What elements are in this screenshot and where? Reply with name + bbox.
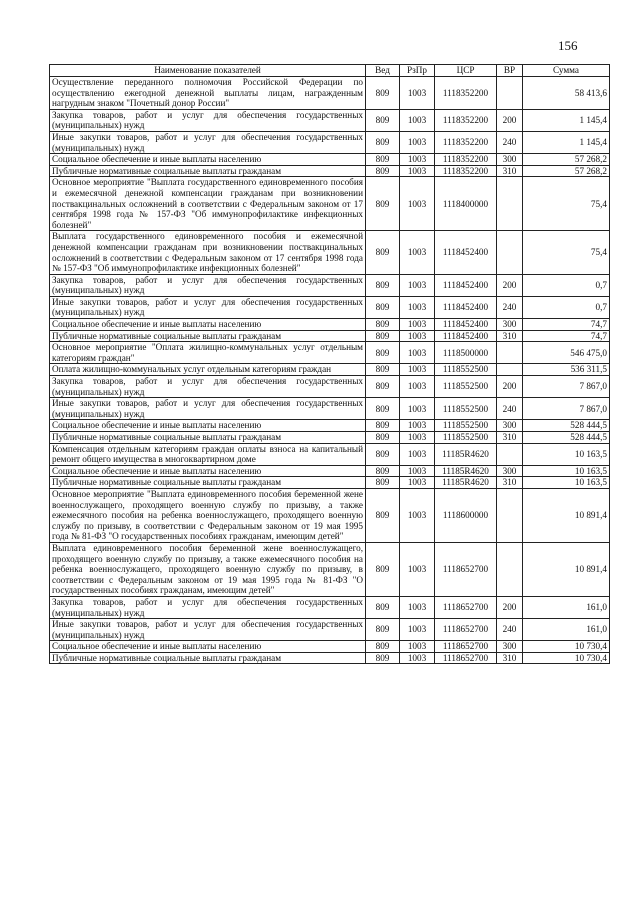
cell-name: Иные закупки товаров, работ и услуг для обеспечения государственных (муниципальных) нужд bbox=[50, 296, 366, 318]
header-rzpr: РзПр bbox=[400, 65, 435, 77]
cell-vr bbox=[497, 542, 523, 596]
cell-name: Закупка товаров, работ и услуг для обеспечения государственных (муниципальных) нужд bbox=[50, 376, 366, 398]
cell-sum: 528 444,5 bbox=[523, 432, 610, 444]
cell-ved: 809 bbox=[366, 330, 400, 342]
cell-ved: 809 bbox=[366, 420, 400, 432]
table-row bbox=[50, 342, 610, 364]
cell-rzpr: 1003 bbox=[400, 165, 435, 177]
table-row bbox=[50, 398, 610, 420]
cell-vr bbox=[497, 177, 523, 231]
cell-sum: 74,7 bbox=[523, 330, 610, 342]
cell-ved: 809 bbox=[366, 231, 400, 274]
cell-name: Основное мероприятие "Выплата единовременного пособия беременной жене военнослужащего, проходящего военную службу по призыву, а также ежемесячного пособия на ребенка военнослужащего, проходящего военную службу по призыву, в соответствии с Федеральным законом от 19 мая 1995 года № 81-ФЗ "О государственных пособиях гражданам, имеющим детей" bbox=[50, 488, 366, 542]
table-row bbox=[50, 154, 610, 166]
cell-rzpr: 1003 bbox=[400, 398, 435, 420]
cell-vr: 310 bbox=[497, 165, 523, 177]
cell-csr: 1118652700 bbox=[435, 542, 497, 596]
cell-name: Оплата жилищно-коммунальных услуг отдельным категориям граждан bbox=[50, 364, 366, 376]
cell-ved: 809 bbox=[366, 319, 400, 331]
cell-sum: 528 444,5 bbox=[523, 420, 610, 432]
cell-vr: 240 bbox=[497, 619, 523, 641]
page-number: 156 bbox=[558, 38, 578, 53]
cell-rzpr: 1003 bbox=[400, 154, 435, 166]
cell-csr: 1118500000 bbox=[435, 342, 497, 364]
cell-ved: 809 bbox=[366, 652, 400, 664]
table-row bbox=[50, 177, 610, 231]
cell-name: Публичные нормативные социальные выплаты гражданам bbox=[50, 165, 366, 177]
cell-vr: 310 bbox=[497, 432, 523, 444]
cell-ved: 809 bbox=[366, 364, 400, 376]
cell-ved: 809 bbox=[366, 296, 400, 318]
table-row bbox=[50, 376, 610, 398]
cell-vr: 300 bbox=[497, 319, 523, 331]
table-row bbox=[50, 443, 610, 465]
table-row bbox=[50, 652, 610, 664]
table-row bbox=[50, 641, 610, 653]
cell-sum: 7 867,0 bbox=[523, 398, 610, 420]
cell-sum: 75,4 bbox=[523, 231, 610, 274]
cell-rzpr: 1003 bbox=[400, 77, 435, 110]
cell-sum: 7 867,0 bbox=[523, 376, 610, 398]
table-row bbox=[50, 596, 610, 618]
cell-csr: 1118352200 bbox=[435, 131, 497, 153]
cell-csr: 1118352200 bbox=[435, 154, 497, 166]
cell-name: Социальное обеспечение и иные выплаты населению bbox=[50, 420, 366, 432]
cell-sum: 546 475,0 bbox=[523, 342, 610, 364]
cell-sum: 75,4 bbox=[523, 177, 610, 231]
cell-csr: 1118400000 bbox=[435, 177, 497, 231]
cell-ved: 809 bbox=[366, 376, 400, 398]
cell-ved: 809 bbox=[366, 619, 400, 641]
cell-ved: 809 bbox=[366, 432, 400, 444]
cell-csr: 1118452400 bbox=[435, 330, 497, 342]
table-row bbox=[50, 542, 610, 596]
cell-name: Публичные нормативные социальные выплаты гражданам bbox=[50, 652, 366, 664]
cell-sum: 0,7 bbox=[523, 274, 610, 296]
cell-vr bbox=[497, 488, 523, 542]
cell-name: Закупка товаров, работ и услуг для обеспечения государственных (муниципальных) нужд bbox=[50, 109, 366, 131]
cell-sum: 57 268,2 bbox=[523, 154, 610, 166]
cell-rzpr: 1003 bbox=[400, 420, 435, 432]
cell-ved: 809 bbox=[366, 109, 400, 131]
cell-rzpr: 1003 bbox=[400, 342, 435, 364]
cell-csr: 11185R4620 bbox=[435, 477, 497, 489]
cell-csr: 1118452400 bbox=[435, 274, 497, 296]
cell-name: Социальное обеспечение и иные выплаты населению bbox=[50, 154, 366, 166]
cell-sum: 10 163,5 bbox=[523, 477, 610, 489]
cell-name: Иные закупки товаров, работ и услуг для обеспечения государственных (муниципальных) нужд bbox=[50, 619, 366, 641]
table-row bbox=[50, 109, 610, 131]
cell-rzpr: 1003 bbox=[400, 296, 435, 318]
cell-vr: 240 bbox=[497, 131, 523, 153]
table-row bbox=[50, 420, 610, 432]
cell-rzpr: 1003 bbox=[400, 477, 435, 489]
cell-rzpr: 1003 bbox=[400, 330, 435, 342]
cell-csr: 1118352200 bbox=[435, 109, 497, 131]
cell-csr: 1118352200 bbox=[435, 165, 497, 177]
cell-name: Иные закупки товаров, работ и услуг для обеспечения государственных (муниципальных) нужд bbox=[50, 131, 366, 153]
table-row bbox=[50, 488, 610, 542]
cell-sum: 0,7 bbox=[523, 296, 610, 318]
cell-sum: 536 311,5 bbox=[523, 364, 610, 376]
cell-vr: 200 bbox=[497, 376, 523, 398]
cell-name: Публичные нормативные социальные выплаты гражданам bbox=[50, 432, 366, 444]
cell-ved: 809 bbox=[366, 342, 400, 364]
table-row bbox=[50, 364, 610, 376]
cell-rzpr: 1003 bbox=[400, 177, 435, 231]
cell-rzpr: 1003 bbox=[400, 131, 435, 153]
cell-name: Основное мероприятие "Выплата государственного единовременного пособия и ежемесячной денежной компенсации гражданам при возникновении поствакцинальных осложнений в соответствии с Федеральным законом от 17 сентября 1998 года № 157-ФЗ "Об иммунопрофилактике инфекционных болезней" bbox=[50, 177, 366, 231]
cell-sum: 74,7 bbox=[523, 319, 610, 331]
budget-table bbox=[49, 64, 610, 664]
table-header-row bbox=[50, 65, 610, 77]
table-row bbox=[50, 477, 610, 489]
cell-vr bbox=[497, 342, 523, 364]
cell-csr: 11185R4620 bbox=[435, 465, 497, 477]
cell-csr: 1118452400 bbox=[435, 296, 497, 318]
cell-name: Компенсация отдельным категориям граждан оплаты взноса на капитальный ремонт общего имущества в многоквартирном доме bbox=[50, 443, 366, 465]
cell-rzpr: 1003 bbox=[400, 364, 435, 376]
cell-rzpr: 1003 bbox=[400, 274, 435, 296]
cell-rzpr: 1003 bbox=[400, 641, 435, 653]
table-row bbox=[50, 330, 610, 342]
table-row bbox=[50, 77, 610, 110]
cell-csr: 1118552500 bbox=[435, 364, 497, 376]
header-csr: ЦСР bbox=[435, 65, 497, 77]
table-row bbox=[50, 432, 610, 444]
cell-vr: 240 bbox=[497, 398, 523, 420]
cell-sum: 161,0 bbox=[523, 596, 610, 618]
cell-name: Закупка товаров, работ и услуг для обеспечения государственных (муниципальных) нужд bbox=[50, 596, 366, 618]
cell-ved: 809 bbox=[366, 398, 400, 420]
cell-rzpr: 1003 bbox=[400, 319, 435, 331]
cell-name: Закупка товаров, работ и услуг для обеспечения государственных (муниципальных) нужд bbox=[50, 274, 366, 296]
table-row bbox=[50, 465, 610, 477]
cell-ved: 809 bbox=[366, 488, 400, 542]
cell-rzpr: 1003 bbox=[400, 619, 435, 641]
cell-csr: 1118552500 bbox=[435, 432, 497, 444]
cell-rzpr: 1003 bbox=[400, 231, 435, 274]
table-row bbox=[50, 619, 610, 641]
cell-sum: 10 163,5 bbox=[523, 443, 610, 465]
cell-sum: 10 730,4 bbox=[523, 641, 610, 653]
cell-ved: 809 bbox=[366, 443, 400, 465]
cell-vr: 310 bbox=[497, 652, 523, 664]
cell-vr: 300 bbox=[497, 420, 523, 432]
cell-vr: 240 bbox=[497, 296, 523, 318]
cell-csr: 1118652700 bbox=[435, 641, 497, 653]
cell-rzpr: 1003 bbox=[400, 432, 435, 444]
cell-name: Социальное обеспечение и иные выплаты населению bbox=[50, 641, 366, 653]
cell-vr bbox=[497, 77, 523, 110]
cell-sum: 10 730,4 bbox=[523, 652, 610, 664]
cell-sum: 10 891,4 bbox=[523, 488, 610, 542]
cell-rzpr: 1003 bbox=[400, 443, 435, 465]
cell-vr: 310 bbox=[497, 477, 523, 489]
cell-csr: 1118552500 bbox=[435, 398, 497, 420]
cell-name: Выплата единовременного пособия беременной жене военнослужащего, проходящего военную службу по призыву, а также ежемесячного пособия на ребенка военнослужащего, проходящего военную службу по призыву, в соответствии с Федеральным законом от 19 мая 1995 года № 81-ФЗ "О государственных пособиях гражданам, имеющим детей" bbox=[50, 542, 366, 596]
cell-csr: 1118452400 bbox=[435, 231, 497, 274]
cell-csr: 1118452400 bbox=[435, 319, 497, 331]
cell-vr: 310 bbox=[497, 330, 523, 342]
cell-ved: 809 bbox=[366, 596, 400, 618]
cell-ved: 809 bbox=[366, 465, 400, 477]
cell-csr: 1118652700 bbox=[435, 619, 497, 641]
cell-ved: 809 bbox=[366, 154, 400, 166]
table-row bbox=[50, 165, 610, 177]
cell-vr bbox=[497, 443, 523, 465]
cell-rzpr: 1003 bbox=[400, 376, 435, 398]
cell-vr: 200 bbox=[497, 109, 523, 131]
header-vr: ВР bbox=[497, 65, 523, 77]
cell-rzpr: 1003 bbox=[400, 488, 435, 542]
cell-csr: 1118552500 bbox=[435, 376, 497, 398]
cell-sum: 58 413,6 bbox=[523, 77, 610, 110]
cell-sum: 1 145,4 bbox=[523, 131, 610, 153]
cell-csr: 1118652700 bbox=[435, 596, 497, 618]
cell-ved: 809 bbox=[366, 641, 400, 653]
table-row bbox=[50, 131, 610, 153]
cell-csr: 1118352200 bbox=[435, 77, 497, 110]
cell-sum: 1 145,4 bbox=[523, 109, 610, 131]
cell-rzpr: 1003 bbox=[400, 542, 435, 596]
cell-ved: 809 bbox=[366, 165, 400, 177]
table-row bbox=[50, 231, 610, 274]
cell-name: Публичные нормативные социальные выплаты гражданам bbox=[50, 330, 366, 342]
cell-vr: 300 bbox=[497, 465, 523, 477]
cell-rzpr: 1003 bbox=[400, 652, 435, 664]
cell-ved: 809 bbox=[366, 542, 400, 596]
cell-name: Социальное обеспечение и иные выплаты населению bbox=[50, 319, 366, 331]
cell-csr: 11185R4620 bbox=[435, 443, 497, 465]
cell-csr: 1118600000 bbox=[435, 488, 497, 542]
cell-name: Основное мероприятие "Оплата жилищно-коммунальных услуг отдельным категориям граждан" bbox=[50, 342, 366, 364]
cell-vr: 200 bbox=[497, 596, 523, 618]
cell-csr: 1118652700 bbox=[435, 652, 497, 664]
cell-csr: 1118552500 bbox=[435, 420, 497, 432]
cell-vr: 300 bbox=[497, 641, 523, 653]
cell-rzpr: 1003 bbox=[400, 109, 435, 131]
cell-vr: 200 bbox=[497, 274, 523, 296]
cell-vr bbox=[497, 231, 523, 274]
cell-name: Иные закупки товаров, работ и услуг для обеспечения государственных (муниципальных) нужд bbox=[50, 398, 366, 420]
cell-sum: 161,0 bbox=[523, 619, 610, 641]
table-row bbox=[50, 319, 610, 331]
cell-rzpr: 1003 bbox=[400, 465, 435, 477]
table-row bbox=[50, 274, 610, 296]
cell-ved: 809 bbox=[366, 477, 400, 489]
cell-ved: 809 bbox=[366, 77, 400, 110]
header-ved: Вед bbox=[366, 65, 400, 77]
cell-vr: 300 bbox=[497, 154, 523, 166]
cell-ved: 809 bbox=[366, 131, 400, 153]
cell-ved: 809 bbox=[366, 274, 400, 296]
header-sum: Сумма bbox=[523, 65, 610, 77]
cell-sum: 10 163,5 bbox=[523, 465, 610, 477]
cell-name: Социальное обеспечение и иные выплаты населению bbox=[50, 465, 366, 477]
cell-rzpr: 1003 bbox=[400, 596, 435, 618]
cell-name: Публичные нормативные социальные выплаты гражданам bbox=[50, 477, 366, 489]
cell-sum: 57 268,2 bbox=[523, 165, 610, 177]
cell-sum: 10 891,4 bbox=[523, 542, 610, 596]
cell-name: Осуществление переданного полномочия Российской Федерации по осуществлению ежегодной денежной выплаты лицам, награжденным нагрудным знаком "Почетный донор России" bbox=[50, 77, 366, 110]
header-name: Наименование показателей bbox=[50, 65, 366, 77]
cell-name: Выплата государственного единовременного пособия и ежемесячной денежной компенсации гражданам при возникновении поствакцинальных осложнений в соответствии с Федеральным законом от 17 сентября 1998 года № 157-ФЗ "Об иммунопрофилактике инфекционных болезней" bbox=[50, 231, 366, 274]
cell-ved: 809 bbox=[366, 177, 400, 231]
table-row bbox=[50, 296, 610, 318]
cell-vr bbox=[497, 364, 523, 376]
